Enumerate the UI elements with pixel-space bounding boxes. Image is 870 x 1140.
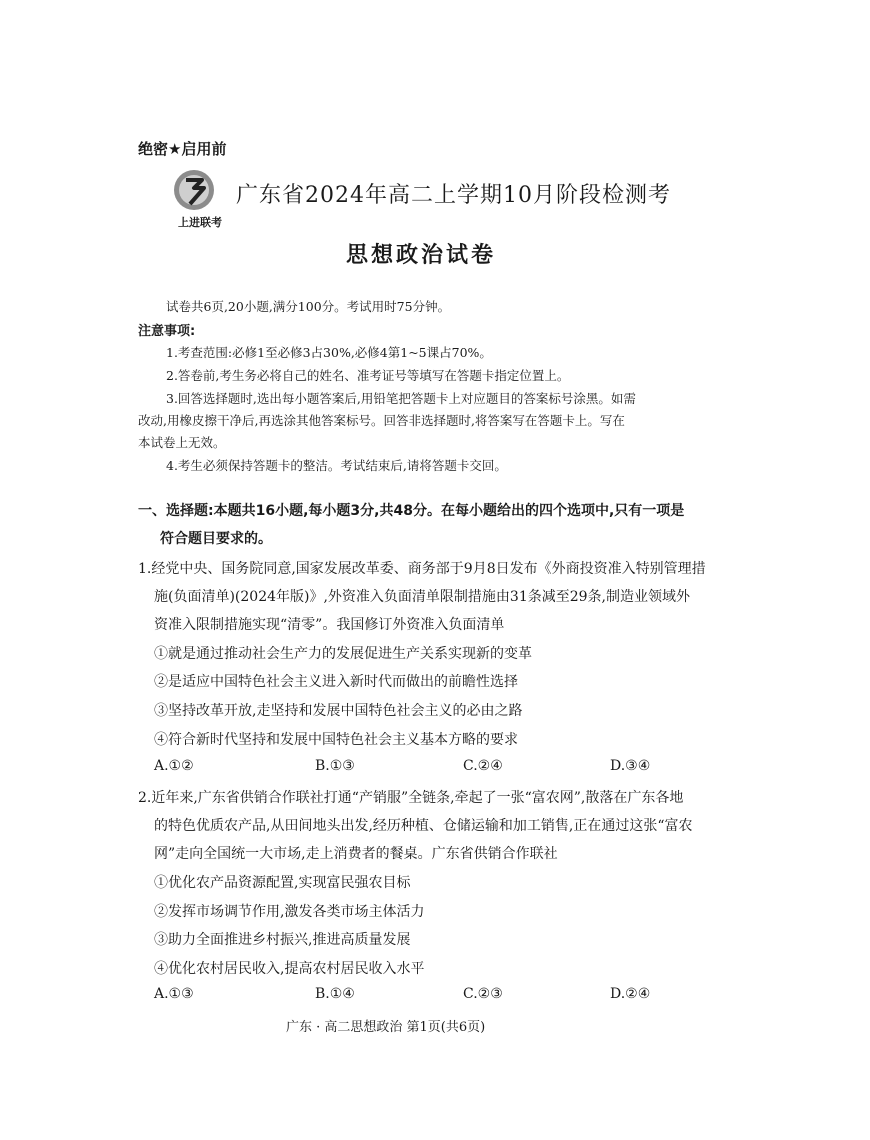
publisher-logo	[168, 166, 232, 232]
notice-item: 1.考查范围:必修1至必修3占30%,必修4第1~5课占70%。	[166, 345, 492, 360]
question-1-statement: ②是适应中国特色社会主义进入新时代而做出的前瞻性选择	[154, 674, 518, 690]
question-2-statement: ①优化农产品资源配置,实现富民强农目标	[154, 875, 411, 891]
notice-item: 本试卷上无效。	[138, 435, 226, 450]
question-2-option-d: D.②④	[610, 986, 651, 1002]
section-heading-cont: 符合题目要求的。	[160, 531, 272, 547]
question-2-line: 网”走向全国统一大市场,走上消费者的餐桌。广东省供销合作联社	[154, 846, 558, 862]
exam-subtitle: 思想政治试卷	[346, 243, 497, 268]
question-1-option-a: A.①②	[154, 758, 194, 774]
question-1-option-d: D.③④	[610, 758, 651, 774]
question-2-option-c: C.②③	[463, 986, 503, 1002]
question-1-line: 施(负面清单)(2024年版)》,外资准入负面清单限制措施由31条减至29条,制造业领域外	[154, 589, 691, 605]
exam-info: 试卷共6页,20小题,满分100分。考试用时75分钟。	[166, 299, 451, 314]
logo-text: 上进联考	[178, 216, 222, 229]
logo-emblem-icon	[168, 166, 232, 214]
exam-title: 广东省2024年高二上学期10月阶段检测考	[236, 183, 671, 208]
question-2-option-b: B.①④	[315, 986, 355, 1002]
question-2-option-a: A.①③	[154, 986, 194, 1002]
notice-item: 4.考生必须保持答题卡的整洁。考试结束后,请将答题卡交回。	[166, 458, 507, 473]
confidential-label: 绝密★启用前	[138, 140, 227, 158]
question-1-line: 资准入限制措施实现“清零”。我国修订外资准入负面清单	[154, 617, 505, 633]
question-2-line: 的特色优质农产品,从田间地头出发,经历种植、仓储运输和加工销售,正在通过这张“富农	[154, 818, 693, 834]
notice-item: 2.答卷前,考生务必将自己的姓名、准考证号等填写在答题卡指定位置上。	[166, 368, 570, 383]
question-2-statement: ③助力全面推进乡村振兴,推进高质量发展	[154, 932, 411, 948]
question-2-statement: ④优化农村居民收入,提高农村居民收入水平	[154, 961, 425, 977]
question-1-option-c: C.②④	[463, 758, 503, 774]
page-footer: 广东 · 高二思想政治 第1页(共6页)	[286, 1020, 486, 1035]
notice-item: 3.回答选择题时,选出每小题答案后,用铅笔把答题卡上对应题目的答案标号涂黑。如需	[166, 391, 636, 406]
question-1-option-b: B.①③	[315, 758, 355, 774]
section-heading: 一、选择题:本题共16小题,每小题3分,共48分。在每小题给出的四个选项中,只有一项是	[138, 503, 685, 519]
notice-item: 改动,用橡皮擦干净后,再选涂其他答案标号。回答非选择题时,将答案写在答题卡上。写在	[138, 413, 625, 428]
notice-heading: 注意事项:	[138, 324, 196, 339]
question-2-statement: ②发挥市场调节作用,激发各类市场主体活力	[154, 904, 425, 920]
question-1-statement: ④符合新时代坚持和发展中国特色社会主义基本方略的要求	[154, 732, 518, 748]
question-1-statement: ①就是通过推动社会生产力的发展促进生产关系实现新的变革	[154, 646, 532, 662]
question-1-statement: ③坚持改革开放,走坚持和发展中国特色社会主义的必由之路	[154, 703, 523, 719]
question-1-line: 1.经党中央、国务院同意,国家发展改革委、商务部于9月8日发布《外商投资准入特别管理措	[138, 561, 706, 577]
question-2-line: 2.近年来,广东省供销合作联社打通“产销服”全链条,牵起了一张“富农网”,散落在广东各地	[138, 790, 684, 806]
